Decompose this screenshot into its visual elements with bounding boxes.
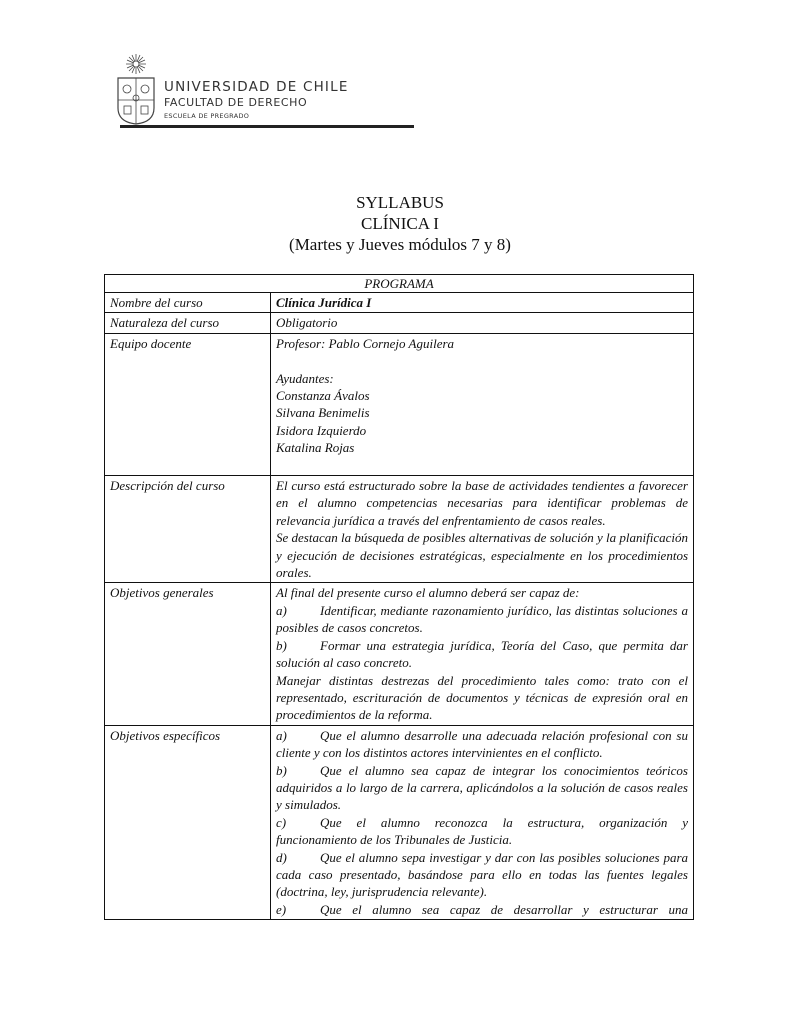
table-row	[105, 476, 694, 583]
assistant-name: Silvana Benimelis	[276, 405, 370, 421]
list-item	[276, 602, 688, 637]
table-row	[105, 293, 694, 313]
logo-divider	[120, 125, 414, 128]
general-objectives-intro: Al final del presente curso el alumno deberá ser capaz de:	[276, 585, 580, 601]
assistants-label: Ayudantes:	[276, 370, 334, 386]
row-label: Naturaleza del curso	[105, 313, 271, 333]
university-name: UNIVERSIDAD DE CHILE	[164, 79, 349, 95]
item-marker: a)	[276, 727, 287, 743]
row-label: Equipo docente	[105, 333, 271, 475]
item-text: Que el alumno sea capaz de desarrollar y estructurar una	[320, 901, 688, 917]
list-item	[276, 901, 688, 918]
assistant-name: Isidora Izquierdo	[276, 422, 367, 438]
title-syllabus: SYLLABUS	[356, 193, 444, 212]
row-label: Descripción del curso	[105, 476, 271, 583]
item-text: Identificar, mediante razonamiento jurídico, las distintas soluciones a posibles de casos concretos.	[276, 602, 688, 636]
professor-line: Profesor: Pablo Cornejo Aguilera	[276, 335, 455, 351]
team-value	[271, 333, 694, 475]
item-marker: c)	[276, 814, 287, 830]
row-label: Objetivos generales	[105, 583, 271, 725]
course-name-value: Clínica Jurídica I	[271, 293, 694, 313]
item-text: Que el alumno desarrolle una adecuada relación profesional con su cliente y con los distintos actores intervinientes en el conflicto.	[276, 727, 688, 761]
item-marker: b)	[276, 637, 287, 653]
item-marker: a)	[276, 602, 287, 618]
syllabus-table	[104, 274, 694, 920]
row-label: Nombre del curso	[105, 293, 271, 313]
specific-objectives-value	[271, 725, 694, 919]
faculty-name: FACULTAD DE DERECHO	[164, 96, 308, 109]
school-name: ESCUELA DE PREGRADO	[164, 112, 250, 120]
general-objectives-closing: Manejar distintas destrezas del procedimiento tales como: trato con el representado, escrituración de documentos y técnicas de expresión oral en procedimientos de la reforma.	[276, 672, 688, 723]
assistant-name: Constanza Ávalos	[276, 388, 370, 404]
faculty-logo	[112, 52, 349, 132]
item-marker: b)	[276, 762, 287, 778]
nature-value: Obligatorio	[271, 313, 694, 333]
document-titles	[0, 192, 800, 255]
item-text: Que el alumno sepa investigar y dar con las posibles soluciones para cada caso presentado, basándose para ello en todas las fuentes legales (doctrina, ley, jurisprudencia relevante).	[276, 849, 688, 900]
description-paragraph: El curso está estructurado sobre la base de actividades tendientes a favorecer en el alumno competencias necesarias para identificar problemas de relevancia jurídica a través del enfrentamiento de casos reales.	[276, 478, 688, 528]
table-header-row	[105, 275, 694, 293]
title-course: CLÍNICA I	[361, 214, 439, 233]
list-item	[276, 849, 688, 901]
title-schedule: (Martes y Jueves módulos 7 y 8)	[289, 235, 511, 254]
table-row	[105, 583, 694, 725]
table-row	[105, 725, 694, 919]
table-heading: PROGRAMA	[105, 275, 694, 293]
list-item	[276, 762, 688, 814]
list-item	[276, 814, 688, 849]
description-paragraph: Se destacan la búsqueda de posibles alternativas de solución y la planificación y ejecución de decisiones estratégicas, especialmente en los procedimientos orales.	[276, 530, 688, 581]
item-text: Que el alumno sea capaz de integrar los conocimientos teóricos adquiridos a lo largo de la carrera, aplicándolos a la solución de casos reales y simulados.	[276, 762, 688, 813]
description-value	[271, 476, 694, 583]
list-item	[276, 727, 688, 762]
item-text: Que el alumno reconozca la estructura, organización y funcionamiento de los Tribunales de Justicia.	[276, 814, 688, 848]
table-row	[105, 333, 694, 475]
general-objectives-value	[271, 583, 694, 725]
list-item	[276, 637, 688, 672]
item-marker: d)	[276, 849, 287, 865]
assistant-name: Katalina Rojas	[276, 440, 355, 456]
table-row	[105, 313, 694, 333]
row-label: Objetivos específicos	[105, 725, 271, 919]
item-text: Formar una estrategia jurídica, Teoría del Caso, que permita dar solución al caso concreto.	[276, 637, 688, 671]
university-seal-icon	[112, 52, 160, 126]
item-marker: e)	[276, 901, 287, 917]
